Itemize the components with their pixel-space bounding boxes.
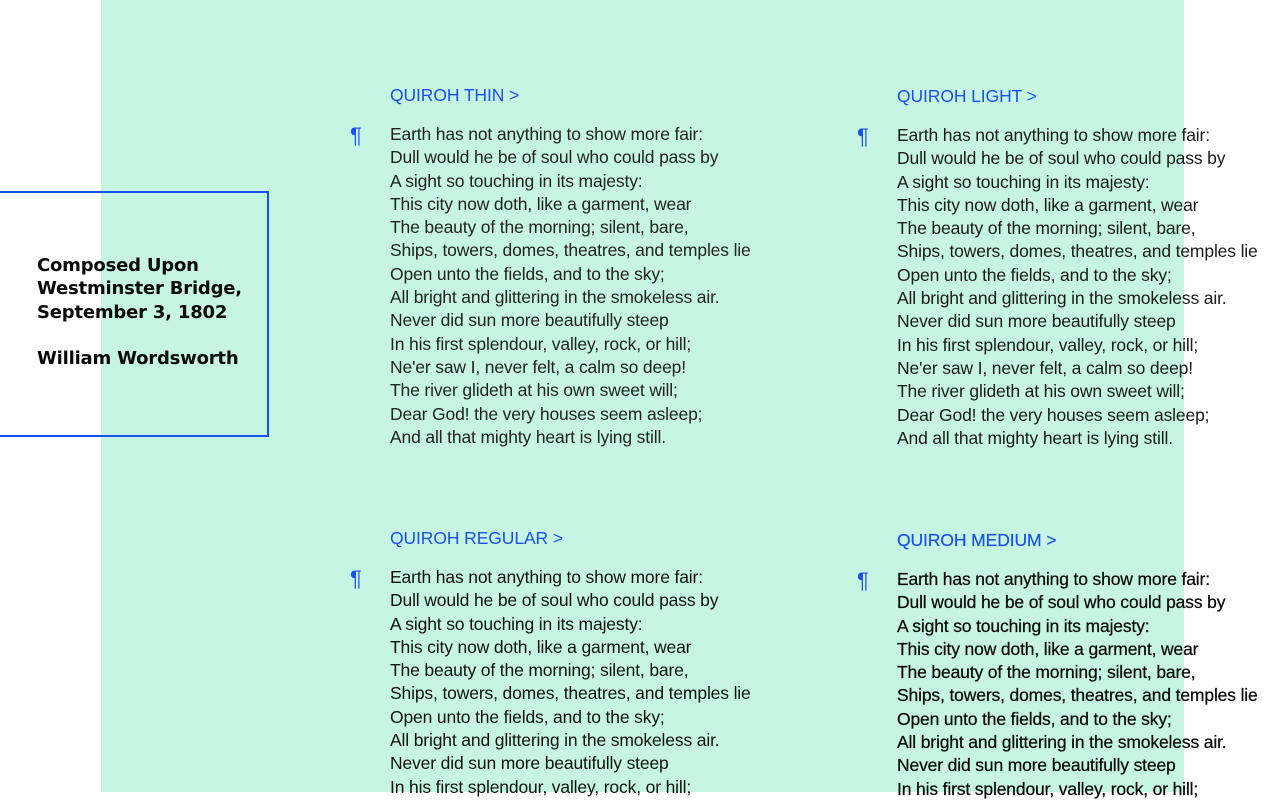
- poem-line: Earth has not anything to show more fair:: [897, 569, 1210, 589]
- poem-line: Open unto the fields, and to the sky;: [897, 264, 1172, 285]
- poem-line: Earth has not anything to show more fair:: [390, 567, 703, 587]
- poem-line: Never did sun more beautifully steep: [897, 311, 1176, 332]
- pilcrow-icon: ¶: [350, 566, 362, 591]
- poem-line: The beauty of the morning; silent, bare,: [390, 660, 689, 681]
- poem-line: Ships, towers, domes, theatres, and temples lie: [897, 241, 1258, 262]
- poem-line: Ships, towers, domes, theatres, and temples lie: [390, 240, 751, 261]
- poem-line: Dear God! the very houses seem asleep;: [390, 403, 703, 424]
- poem-line: Never did sun more beautifully steep: [390, 753, 669, 774]
- poem-line: Open unto the fields, and to the sky;: [390, 263, 665, 284]
- poem-line: The beauty of the morning; silent, bare,: [897, 218, 1196, 239]
- poem-line: All bright and glittering in the smokeless air.: [390, 287, 720, 308]
- poem-line: Dull would he be of soul who could pass by: [390, 590, 719, 611]
- poem-line: Never did sun more beautifully steep: [390, 310, 669, 331]
- specimen-link-regular[interactable]: QUIROH REGULAR >: [390, 528, 563, 548]
- pilcrow-icon: ¶: [350, 123, 362, 148]
- poem-line: Earth has not anything to show more fair:: [390, 124, 703, 144]
- poem-line: Dull would he be of soul who could pass by: [897, 592, 1226, 613]
- poem-info: [37, 254, 257, 370]
- poem-line: The river glideth at his own sweet will;: [390, 380, 678, 401]
- poem-line: All bright and glittering in the smokeless air.: [897, 288, 1227, 309]
- poem-title-line: Westminster Bridge,: [37, 278, 242, 300]
- poem-title-line: Composed Upon: [37, 255, 199, 276]
- poem-line: And all that mighty heart is lying still.: [897, 427, 1173, 448]
- poem-line: This city now doth, like a garment, wear: [897, 638, 1199, 659]
- poem-title-line: September 3, 1802: [37, 301, 228, 323]
- poem-author: William Wordsworth: [37, 347, 239, 369]
- specimen-link-thin[interactable]: QUIROH THIN >: [390, 85, 520, 105]
- poem-line: The river glideth at his own sweet will;: [897, 381, 1185, 402]
- poem-line: A sight so touching in its majesty:: [390, 613, 643, 634]
- pilcrow-icon: ¶: [857, 568, 869, 593]
- poem-line: A sight so touching in its majesty:: [897, 615, 1150, 636]
- poem-line: A sight so touching in its majesty:: [897, 171, 1150, 192]
- poem-text: [897, 124, 1258, 450]
- poem-line: Dull would he be of soul who could pass by: [390, 147, 719, 168]
- poem-line: And all that mighty heart is lying still.: [390, 426, 666, 447]
- poem-text: [390, 123, 751, 449]
- poem-line: This city now doth, like a garment, wear: [390, 193, 692, 214]
- poem-line: Dear God! the very houses seem asleep;: [897, 404, 1210, 425]
- poem-line: In his first splendour, valley, rock, or hill;: [897, 334, 1199, 355]
- poem-line: A sight so touching in its majesty:: [390, 170, 643, 191]
- poem-text: [897, 568, 1258, 801]
- poem-line: The beauty of the morning; silent, bare,: [897, 662, 1196, 683]
- poem-line: Ne'er saw I, never felt, a calm so deep!: [390, 356, 686, 377]
- poem-line: Ships, towers, domes, theatres, and temples lie: [897, 685, 1258, 706]
- poem-line: Ne'er saw I, never felt, a calm so deep!: [897, 357, 1193, 378]
- poem-line: Earth has not anything to show more fair:: [897, 125, 1210, 145]
- poem-line: All bright and glittering in the smokeless air.: [897, 732, 1227, 753]
- poem-line: Open unto the fields, and to the sky;: [897, 708, 1172, 729]
- specimen-link-medium[interactable]: QUIROH MEDIUM >: [897, 530, 1057, 550]
- poem-line: Never did sun more beautifully steep: [897, 755, 1176, 776]
- poem-line: This city now doth, like a garment, wear: [390, 636, 692, 657]
- poem-line: In his first splendour, valley, rock, or hill;: [897, 778, 1199, 799]
- poem-line: In his first splendour, valley, rock, or hill;: [390, 776, 692, 797]
- poem-line: All bright and glittering in the smokeless air.: [390, 730, 720, 751]
- poem-line: Dull would he be of soul who could pass by: [897, 148, 1226, 169]
- specimen-link-light[interactable]: QUIROH LIGHT >: [897, 86, 1037, 106]
- poem-line: The beauty of the morning; silent, bare,: [390, 217, 689, 238]
- poem-text: [390, 566, 751, 799]
- pilcrow-icon: ¶: [857, 124, 869, 149]
- poem-line: This city now doth, like a garment, wear: [897, 194, 1199, 215]
- poem-line: Open unto the fields, and to the sky;: [390, 706, 665, 727]
- poem-line: Ships, towers, domes, theatres, and temples lie: [390, 683, 751, 704]
- poem-line: In his first splendour, valley, rock, or hill;: [390, 333, 692, 354]
